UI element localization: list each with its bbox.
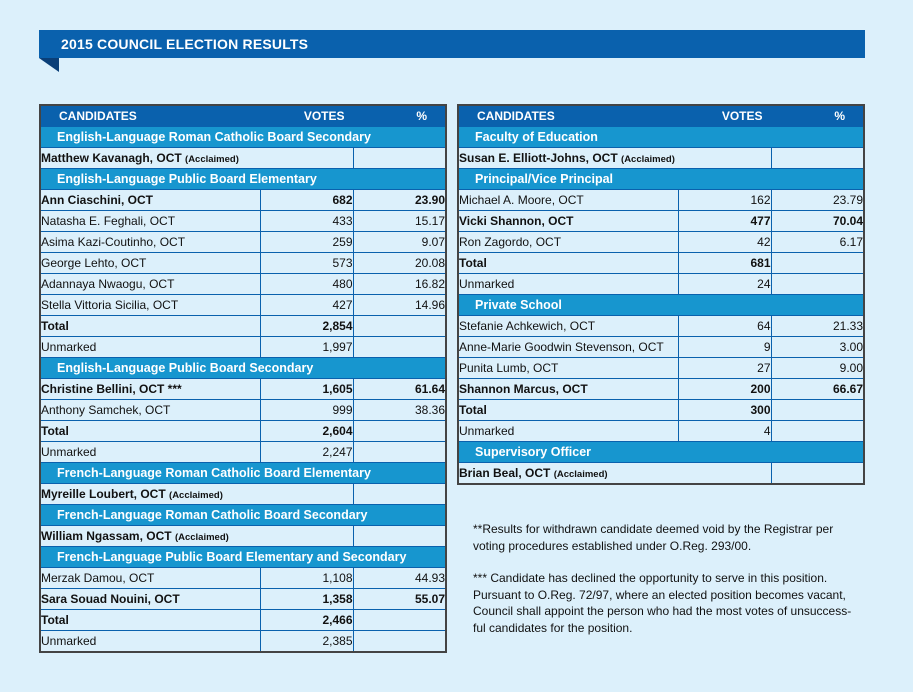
vote-count: 427 [260,295,353,316]
unmarked-votes: 1,997 [260,337,353,358]
vote-percent: 55.07 [353,589,446,610]
table-row [458,232,864,253]
candidate-name-text: William Ngassam, OCT [41,529,172,543]
vote-count: 1,358 [260,589,353,610]
section-label: French-Language Roman Catholic Board Secondary [40,505,446,526]
vote-percent: 9.07 [353,232,446,253]
vote-percent [771,274,864,295]
results-table-right [457,104,865,485]
table-row [40,295,446,316]
section-label: French-Language Roman Catholic Board Elementary [40,463,446,484]
vote-percent [353,316,446,337]
candidate-name: Merzak Damou, OCT [40,568,260,589]
candidate-name-text: Myreille Loubert, OCT [41,487,166,501]
title-banner [39,30,865,58]
vote-percent: 70.04 [771,211,864,232]
empty-cell [353,484,446,505]
table-row [40,610,446,631]
candidate-name-text: Brian Beal, OCT [459,466,551,480]
candidate-name: Natasha E. Feghali, OCT [40,211,260,232]
section-row [458,169,864,190]
candidate-name: Adannaya Nwaogu, OCT [40,274,260,295]
section-row [40,358,446,379]
candidate-name: Stella Vittoria Sicilia, OCT [40,295,260,316]
unmarked-label: Unmarked [40,337,260,358]
vote-percent: 66.67 [771,379,864,400]
vote-count: 477 [678,211,771,232]
section-row [40,505,446,526]
total-votes: 681 [678,253,771,274]
vote-percent [771,400,864,421]
section-label: Faculty of Education [458,127,864,148]
unmarked-label: Unmarked [458,274,678,295]
vote-percent: 38.36 [353,400,446,421]
table-row [458,253,864,274]
vote-count: 200 [678,379,771,400]
total-votes: 300 [678,400,771,421]
table-row [40,232,446,253]
candidate-name: Anthony Samchek, OCT [40,400,260,421]
vote-percent: 23.79 [771,190,864,211]
total-label: Total [458,400,678,421]
table-row [40,337,446,358]
footnote-line: ful candidates for the position. [473,620,633,635]
acclaimed-row [458,148,864,169]
unmarked-label: Unmarked [40,442,260,463]
vote-count: 573 [260,253,353,274]
candidate-name-text: Matthew Kavanagh, OCT [41,151,182,165]
acclaimed-label: (Acclaimed) [174,532,229,543]
total-votes: 2,466 [260,610,353,631]
table-row [40,253,446,274]
section-label: French-Language Public Board Elementary and Secondary [40,547,446,568]
acclaimed-label: (Acclaimed) [621,154,675,165]
vote-count: 480 [260,274,353,295]
section-label: English-Language Public Board Elementary [40,169,446,190]
candidate-name: George Lehto, OCT [40,253,260,274]
table-row [40,274,446,295]
candidate-name: Michael A. Moore, OCT [458,190,678,211]
empty-cell [771,463,864,485]
table-row [40,316,446,337]
vote-percent: 3.00 [771,337,864,358]
total-votes: 2,604 [260,421,353,442]
table-row [40,442,446,463]
table-row [40,190,446,211]
acclaimed-row [458,463,864,485]
section-label: Principal/Vice Principal [458,169,864,190]
header-votes: VOTES [260,105,353,127]
header-percent: % [353,105,446,127]
section-label: English-Language Public Board Secondary [40,358,446,379]
table-row [458,400,864,421]
table-row [40,400,446,421]
candidate-name: Punita Lumb, OCT [458,358,678,379]
header-candidates: CANDIDATES [40,105,260,127]
vote-percent [771,421,864,442]
header-percent: % [771,105,864,127]
vote-count: 999 [260,400,353,421]
vote-count: 42 [678,232,771,253]
unmarked-votes: 4 [678,421,771,442]
candidate-name: Sara Souad Nouini, OCT [40,589,260,610]
candidate-name: Stefanie Achkewich, OCT [458,316,678,337]
section-row [458,127,864,148]
vote-percent: 61.64 [353,379,446,400]
acclaimed-label: (Acclaimed) [553,469,608,480]
table-row [458,316,864,337]
candidate-name [458,463,771,485]
unmarked-votes: 2,385 [260,631,353,653]
empty-cell [353,526,446,547]
vote-percent: 16.82 [353,274,446,295]
total-votes: 2,854 [260,316,353,337]
total-label: Total [40,610,260,631]
acclaimed-label: (Acclaimed) [185,154,239,165]
section-label: English-Language Roman Catholic Board Secondary [40,127,446,148]
vote-percent [353,421,446,442]
vote-percent [353,442,446,463]
banner-fold [39,58,59,72]
table-row [458,274,864,295]
footnote-line: *** Candidate has declined the opportunity to serve in this position. [473,571,828,585]
candidate-name [40,148,353,169]
candidate-name [40,526,353,547]
footnote-withdrawn [473,521,873,554]
footnote-declined [473,570,873,636]
footnote-line: Pursuant to O.Reg. 72/97, where an elected position becomes vacant, [473,587,846,602]
empty-cell [771,148,864,169]
footnote-line: **Results for withdrawn candidate deemed void by the Registrar per [473,522,834,536]
section-label: Private School [458,295,864,316]
unmarked-label: Unmarked [458,421,678,442]
header-votes: VOTES [678,105,771,127]
total-label: Total [40,316,260,337]
page-title: 2015 COUNCIL ELECTION RESULTS [61,36,309,52]
table-row [458,421,864,442]
candidate-name: Christine Bellini, OCT *** [40,379,260,400]
vote-percent: 44.93 [353,568,446,589]
vote-percent [353,610,446,631]
vote-count: 1,605 [260,379,353,400]
section-row [40,169,446,190]
table-row [40,421,446,442]
results-table-left [39,104,447,653]
candidate-name: Anne-Marie Goodwin Stevenson, OCT [458,337,678,358]
acclaimed-row [40,148,446,169]
vote-count: 433 [260,211,353,232]
vote-percent [771,253,864,274]
section-row [458,295,864,316]
candidate-name: Ron Zagordo, OCT [458,232,678,253]
table-row [40,589,446,610]
vote-count: 682 [260,190,353,211]
unmarked-label: Unmarked [40,631,260,653]
section-row [40,463,446,484]
acclaimed-label: (Acclaimed) [169,490,223,501]
unmarked-votes: 2,247 [260,442,353,463]
empty-cell [353,148,446,169]
candidate-name: Asima Kazi-Coutinho, OCT [40,232,260,253]
table-row [458,337,864,358]
vote-percent: 23.90 [353,190,446,211]
table-row [40,211,446,232]
vote-percent: 14.96 [353,295,446,316]
table-row [458,190,864,211]
vote-count: 162 [678,190,771,211]
vote-percent [353,337,446,358]
vote-percent [353,631,446,653]
vote-count: 9 [678,337,771,358]
candidate-name: Ann Ciaschini, OCT [40,190,260,211]
table-row [458,211,864,232]
unmarked-votes: 24 [678,274,771,295]
header-candidates: CANDIDATES [458,105,678,127]
vote-count: 259 [260,232,353,253]
vote-count: 27 [678,358,771,379]
table-row [40,568,446,589]
table-row [458,379,864,400]
table-row [40,379,446,400]
candidate-name: Vicki Shannon, OCT [458,211,678,232]
section-row [40,127,446,148]
total-label: Total [40,421,260,442]
section-label: Supervisory Officer [458,442,864,463]
acclaimed-row [40,484,446,505]
candidate-name [40,484,353,505]
table-row [40,631,446,653]
section-row [458,442,864,463]
candidate-name-text: Susan E. Elliott-Johns, OCT [459,151,618,165]
footnote-line: voting procedures established under O.Reg. 293/00. [473,538,752,553]
section-row [40,547,446,568]
vote-percent: 20.08 [353,253,446,274]
candidate-name: Shannon Marcus, OCT [458,379,678,400]
acclaimed-row [40,526,446,547]
vote-count: 64 [678,316,771,337]
table-row [458,358,864,379]
footnote-line: Council shall appoint the person who had the most votes of unsuccess- [473,604,852,618]
vote-percent: 9.00 [771,358,864,379]
vote-percent: 15.17 [353,211,446,232]
vote-percent: 21.33 [771,316,864,337]
vote-percent: 6.17 [771,232,864,253]
vote-count: 1,108 [260,568,353,589]
total-label: Total [458,253,678,274]
candidate-name [458,148,771,169]
